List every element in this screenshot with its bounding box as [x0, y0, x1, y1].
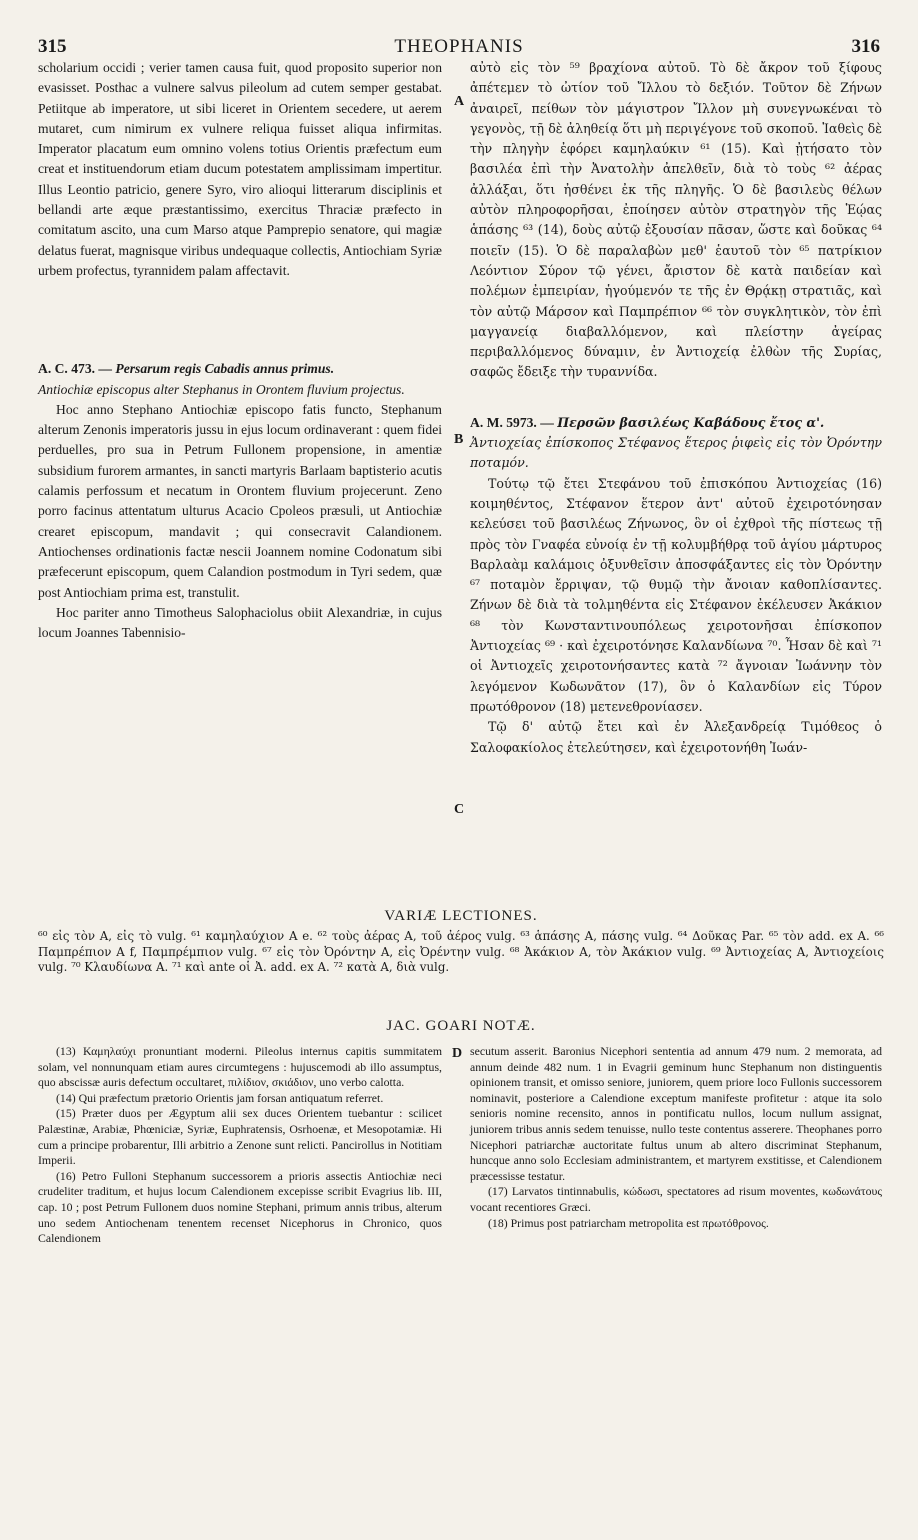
latin-year-label: A. C. 473. —: [38, 361, 116, 377]
variae-title: VARIÆ LECTIONES.: [384, 908, 538, 924]
note-16-continued: secutum asserit. Baronius Nicephori sententia ad annum 479 num. 2 memorata, ad annum deinde 482 num. 1 in Evagrii geminum hunc Stephanum non distinguentis opinionem transit, et omisso seniore, juniorem, quem priore loco Fullonis successorem nominavit, posteriore a Calendione exceptum manifeste profitetur : atque ita solo senioris nomine recensito, annos in pontificatu nullos, locum nullum assignat, juniorem tribus annis sedem tenuisse, nullo teste contentus asserere. Theophanes porro Nicephori patriarchæ auctoritate fultus unum ab altero discriminat Stephanum, huncque anno solo Ecclesiam administrantem, et martyrem exstitisse, et Calendionem præcessisse testatur.: [470, 1044, 882, 1183]
greek-paragraph-2: Τούτῳ τῷ ἔτει Στεφάνου τοῦ ἐπισκόπου Ἀντιοχείας (16) κοιμηθέντος, Στέφανον ἕτερον ἀντ' αὐτοῦ ἐχειροτόνησαν κελεύσει τοῦ βασιλέως Ζήνωνος, ὃν οἱ ἐχθροὶ τῆς πίστεως τῇ πρὸς τὸν Γναφέα εὐνοίᾳ ἐν τῇ κολυμβήθρᾳ τοῦ ἁγίου μάρτυρος Βαρλαὰμ καλάμοις ὀξυνθεῖσιν ἀποσφάξαντες εἰς τὸν Ὀρόντην ⁶⁷ ποταμὸν ἔρριψαν, τῷ θυμῷ τὴν ἄνοιαν καθοπλίσαντες. Ζήνων δὲ διὰ τὰ τολμηθέντα εἰς Στέφανον ἐκέλευσεν Ἀκάκιον ⁶⁸ τὸν Κωνσταντινουπόλεως χειροτονῆσαι ἐπίσκοπον Ἀντιοχείας ⁶⁹ · καὶ ἐχειροτόνησε Καλανδίωνα ⁷⁰. Ἦσαν δὲ καὶ ⁷¹ οἱ Ἀντιοχεῖς χειροτονήσαντες κατὰ ⁷² ἄγνοιαν Ἰωάννην τὸν λεγόμενον Κωδωνᾶτον (17), ὃν ὁ Καλανδίων εἰς Τύρον πρωτόθρονον (18) μετενεθρονίασεν.: [470, 475, 882, 714]
notes-right-column: [470, 1044, 882, 1231]
page-number-left: 315: [38, 36, 67, 57]
latin-year-title: Persarum regis Cabadis annus primus.: [115, 361, 335, 377]
variae-lectiones: [38, 908, 884, 976]
page-header: [30, 28, 888, 58]
running-title: THEOPHANIS: [394, 36, 524, 57]
greek-column: [470, 58, 882, 758]
notae-title: JAC. GOARI NOTÆ.: [386, 1018, 536, 1034]
greek-paragraph-3: Τῷ δ' αὐτῷ ἔτει καὶ ἐν Ἀλεξανδρείᾳ Τιμόθεος ὁ Σαλοφακίολος ἐτελεύτησεν, καὶ ἐχειροτονήθη Ἰωάν-: [470, 719, 882, 755]
note-14: (14) Qui præfectum prætorio Orientis jam forsan antiquatum referret.: [56, 1090, 384, 1105]
page-number-right: 316: [851, 36, 880, 57]
margin-letter-b: B: [454, 432, 464, 447]
margin-letter-c: C: [454, 802, 465, 817]
note-17: (17) Larvatos tintinnabulis, κώδωσι, spectatores ad risum moventes, κωδωνάτους vocant recentiores Græci.: [470, 1184, 882, 1214]
note-15: (15) Præter duos per Ægyptum alii sex duces Orientem tuebantur : scilicet Palæstinæ, Arabiæ, Phœniciæ, Syriæ, Euphratensis, Osrhoenæ, et Mesopotamiæ. Hi cum a principe probarentur, Illi arbitrio a Zenone sunt relicti. Pancirollus in Notitiam Imperii.: [38, 1106, 442, 1168]
note-13: (13) Καμηλαύχι pronuntiant moderni. Pileolus internus capitis summitatem solam, vel nonnunquam etiam aures circumtegens : hujuscemodi ab illo assumptus, quo abscissæ auris defectum occultaret, πιλίδιον, σκιάδιον, uno verbo calotta.: [38, 1044, 442, 1090]
variae-text: ⁶⁰ εἰς τὸν A, εἰς τὸ vulg. ⁶¹ καμηλαύχιον A e. ⁶² τοὺς ἀέρας A, τοῦ ἀέρος vulg. ⁶³ ἁπάσης A, πάσης vulg. ⁶⁴ Δοῦκας Par. ⁶⁵ τὸν add. ex A. ⁶⁶ Παμπρέπιον A f, Παμπρέμπιον vulg. ⁶⁷ εἰς τὸν Ὀρόντην A, εἰς Ὀρέντην vulg. ⁶⁸ Ἀκάκιον A, τὸν Ἀκάκιον vulg. ⁶⁹ Ἀντιοχείας A, Ἀντιοχείοις vulg. ⁷⁰ Κλαυδίωνα A. ⁷¹ καὶ ante οἱ Ἀ. add. ex A. ⁷² κατὰ A, διὰ vulg.: [38, 929, 884, 975]
margin-letter-d: D: [452, 1046, 463, 1061]
page: [30, 28, 888, 1246]
greek-subheading: Ἀντιοχείας ἐπίσκοπος Στέφανος ἕτερος ῥιφεὶς εἰς τὸν Ὀρόντην ποταμόν.: [470, 435, 882, 471]
greek-year-title: Περσῶν βασιλέως Καβάδους ἔτος α'.: [557, 414, 825, 430]
latin-paragraph-3: Hoc pariter anno Timotheus Salophaciolus obiit Alexandriæ, in cujus locum Joannes Tabennisio-: [38, 604, 442, 641]
main-columns: [30, 58, 888, 898]
latin-column: [38, 58, 442, 643]
notes-left-column: [38, 1044, 442, 1247]
latin-subheading: Antiochiæ episcopus alter Stephanus in Orontem fluvium projectus.: [38, 381, 405, 397]
latin-paragraph-1: scholarium occidi ; verier tamen causa fuit, quod proposito superior non evasisset. Posthac a vulnere salvus pileolum ad cutem semper gestabat. Petiitque ab imperatore, ut sibi liceret in Orientem secedere, ut aerem mutaret, cum nimirum ex vulnere reliqua fuisset aliqua infirmitas. Imperator placatum eum omnino volens totius Orientis præfectum eum creat et instituendorum etiam ducum potestatem amplissimam impertitur. Illus Leontio patricio, genere Syro, viro alioqui litterarum disciplinis et bellandi arte æque præstantissimo, exercitus Thraciæ præfecto in comitatum ascito, una cum Marso atque Pamprepio senatore, qui magiæ delatus fuerat, magnisque viribus undequaque collectis, Antiochiam Syriæ urbem profectus, tyrannidem palam affectavit.: [38, 60, 442, 278]
greek-year-label: A. M. 5973. —: [470, 414, 558, 430]
goari-notae: [38, 1018, 884, 1246]
note-18: (18) Primus post patriarcham metropolita est πρωτόθρονος.: [488, 1215, 769, 1230]
latin-paragraph-2: Hoc anno Stephano Antiochiæ episcopo fatis functo, Stephanum alterum Zenonis imperatoris jussu in ejus locum ordinaverant : quem fidei perduelles, pro sua in Petrum Fullonem propensione, in amentiæ subsidium furorem armantes, in sancti martyris Barlaam baptisterio acutis calamis perfossum et necatum in Orontem fluvium projecerunt. Zeno porro facinus attentatum ulturus Acacio Cpoleos præsuli, ut Antiochiæ crearet episcopum, mandavit ; qui consecravit Calandionem. Antiochenses ordinationis factæ nescii Joannem nomine Codonatum sibi præfecerunt episcopum, quem Calandion postmodum in Tyri sedem, quæ post Antiochiam prima est, transtulit.: [38, 401, 442, 600]
margin-letter-a: A: [454, 94, 465, 109]
greek-paragraph-1: αὐτὸ εἰς τὸν ⁵⁹ βραχίονα αὐτοῦ. Τὸ δὲ ἄκρον τοῦ ξίφους ἀπέτεμεν τὸ ὠτίον τοῦ Ἴλλου τὸ δεξιόν. Τοῦτον δὲ Ζήνων ἀναιρεῖ, πείθων τὸν μάγιστρον Ἴλλον μὴ συνεγνωκέναι τὸ γεγονὸς, τῇ δὲ ἀληθείᾳ ὅτι μὴ περιγέγονε τοῦ σκοποῦ. Ἰαθεὶς δὲ τὴν πληγὴν ἐφόρει καμηλαύκιν ⁶¹ (15). Καὶ ᾐτήσατο τὸν βασιλέα ἐπὶ τὴν Ἀνατολὴν ἀπελθεῖν, διὰ τὸ τοὺς ⁶² ἀέρας ἀλλάξαι, ὅτι ἠσθένει ἐκ τῆς πληγῆς. Ὁ δὲ βασιλεὺς θέλων αὐτὸν πληροφορῆσαι, ἐποίησεν αὐτὸν στρατηγὸν τῆς Ἑῴας ἁπάσης ⁶³ (14), δοὺς αὐτῷ ἐξουσίαν πᾶσαν, ὥστε καὶ δοῦκας ⁶⁴ ποιεῖν (15). Ὁ δὲ παραλαβὼν μεθ' ἑαυτοῦ τὸν ⁶⁵ πατρίκιον Λεόντιον Σύρον τῷ γένει, ἄριστον δὲ κατὰ παιδείαν καὶ πολέμων ἐμπειρίαν, ἡγούμενόν τε τῆς ἐν Θρᾴκῃ στρατιᾶς, καὶ τὸν αὐτῷ Μάρσον καὶ Παμπρέπιον ⁶⁶ τὸν συγκλητικὸν, τὸν ἐπὶ μαγγανείᾳ διαβαλλόμενον, καὶ πλείστην ἀγείρας περιβαλλόμενος δύναμιν, ἐν Ἀντιοχείᾳ ἐλθὼν τῆς Συρίας, σαφῶς ἔδειξε τὴν τυραννίδα.: [470, 60, 882, 380]
note-16: (16) Petro Fulloni Stephanum successorem a prioris assectis Antiochiæ neci crudeliter traditum, et hujus locum Calendionem excepisse scribit Evagrius lib. III, cap. 10 ; post Petrum Fullonem duos nomine Stephani, primum annis tribus, alterum uno sedem Antiochenam tenentem recenset Nicephorus in Chronico, quos Calendionem: [38, 1168, 442, 1246]
latin-year-heading: [38, 359, 442, 379]
greek-year-heading: [470, 413, 882, 433]
